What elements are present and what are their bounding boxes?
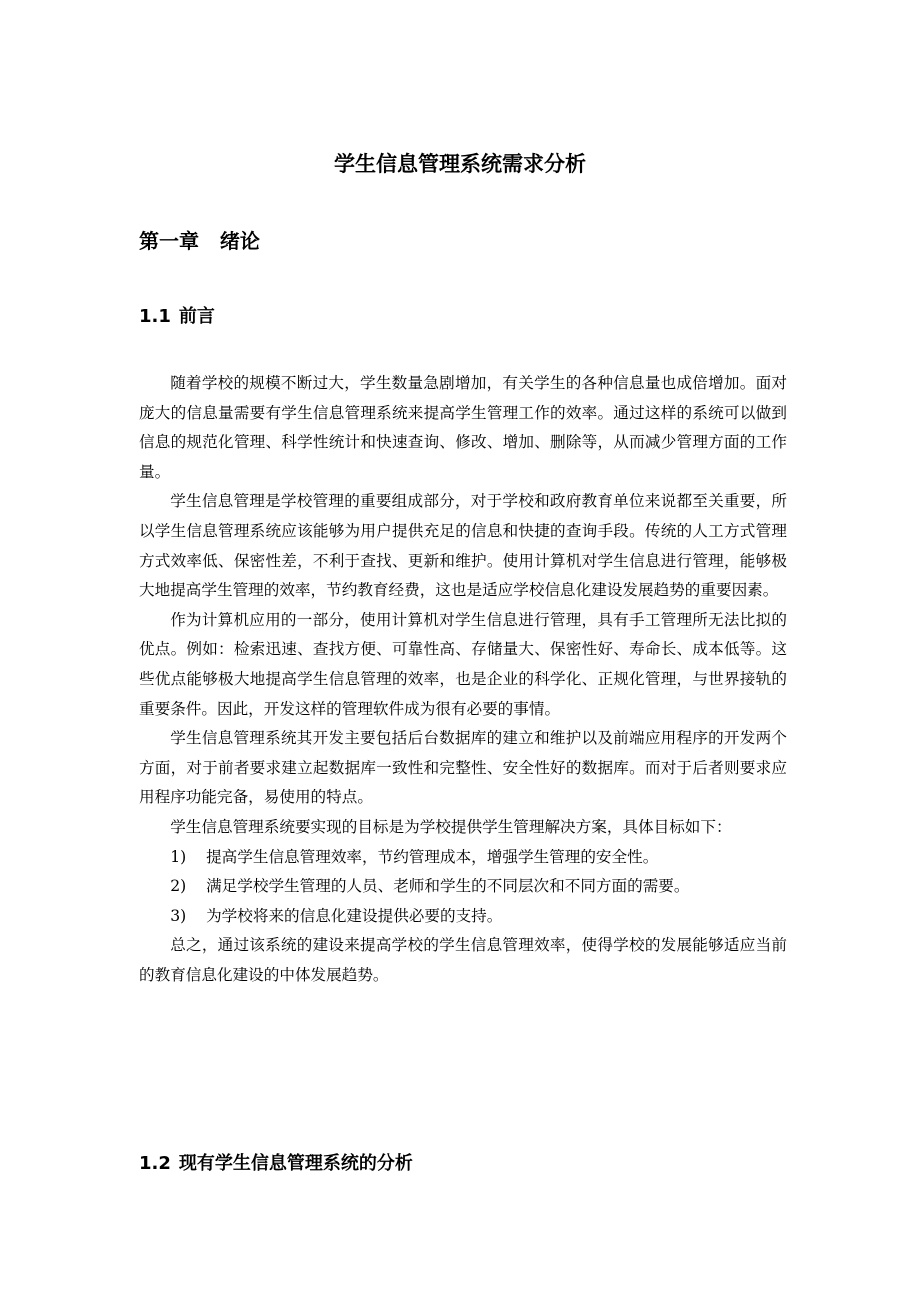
list-marker: 2) [170,877,187,896]
chapter-heading: 第一章 绪论 [139,229,260,253]
goal-list-item [139,843,787,873]
section-title: 前言 [178,306,215,327]
goal-list-item [139,902,787,932]
paragraph: 作为计算机应用的一部分，使用计算机对学生信息进行管理，具有手工管理所无法比拟的优点。例如：检索迅速、查找方便、可靠性高、存储量大、保密性好、寿命长、成本低等。这些优点能够极大地提高学生信息管理的效率，也是企业的科学化、正规化管理，与世界接轨的重要条件。因此，开发这样的管理软件成为很有必要的事情。 [139,610,787,718]
list-text: 满足学校学生管理的人员、老师和学生的不同层次和不同方面的需要。 [206,877,690,896]
paragraph: 随着学校的规模不断过大，学生数量急剧增加，有关学生的各种信息量也成倍增加。面对庞大的信息量需要有学生信息管理系统来提高学生管理工作的效率。通过这样的系统可以做到信息的规范化管理、科学性统计和快速查询、修改、增加、删除等，从而减少管理方面的工作量。 [139,374,787,481]
conclusion-paragraph: 总之，通过该系统的建设来提高学校的学生信息管理效率，使得学校的发展能够适应当前的教育信息化建设的中体发展趋势。 [139,936,787,984]
section-body [139,369,787,990]
goal-list-item [139,872,787,902]
section-number: 1.1 [139,306,171,327]
paragraph: 学生信息管理系统要实现的目标是为学校提供学生管理解决方案，具体目标如下： [170,817,732,836]
section-title: 现有学生信息管理系统的分析 [178,1153,413,1174]
list-text: 为学校将来的信息化建设提供必要的支持。 [206,906,503,925]
list-marker: 3) [170,906,187,925]
list-text: 提高学生信息管理效率，节约管理成本，增强学生管理的安全性。 [206,847,659,866]
list-marker: 1) [170,847,187,866]
section-number: 1.2 [139,1153,171,1174]
paragraph: 学生信息管理系统其开发主要包括后台数据库的建立和维护以及前端应用程序的开发两个方面，对于前者要求建立起数据库一致性和完整性、安全性好的数据库。而对于后者则要求应用程序功能完备，易使用的特点。 [139,729,787,807]
section-heading-1-2 [139,1149,413,1179]
paragraph: 学生信息管理是学校管理的重要组成部分，对于学校和政府教育单位来说都至关重要，所以学生信息管理系统应该能够为用户提供充足的信息和快捷的查询手段。传统的人工方式管理方式效率低、保密性差，不利于查找、更新和维护。使用计算机对学生信息进行管理，能够极大地提高学生管理的效率，节约教育经费，这也是适应学校信息化建设发展趋势的重要因素。 [139,492,787,600]
document-title: 学生信息管理系统需求分析 [334,152,586,176]
section-heading-1-1 [139,302,215,332]
